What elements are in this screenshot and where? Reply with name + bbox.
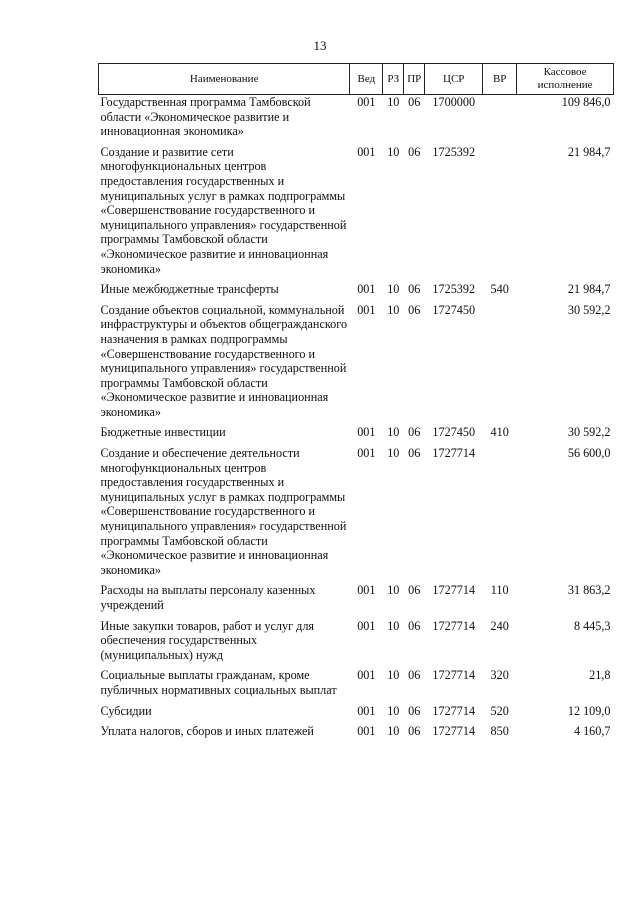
cell-ved: 001 [357, 95, 376, 109]
cell-pr: 06 [408, 144, 421, 159]
table-row [99, 425, 614, 446]
cell-rz: 10 [387, 618, 400, 633]
header-name: Наименование [99, 64, 350, 95]
cell-sum: 31 863,2 [567, 583, 611, 598]
cell-sum: 4 160,7 [573, 724, 611, 739]
header-ved: Вед [350, 64, 383, 95]
cell-csr: 1725392 [432, 282, 476, 297]
cell-name: Государственная программа Тамбовской области «Экономическое развитие и инновационная экономика» [100, 95, 311, 139]
header-vr: ВР [483, 64, 517, 95]
cell-rz: 10 [387, 446, 400, 461]
cell-sum: 109 846,0 [561, 95, 611, 109]
cell-vr: 410 [490, 425, 509, 440]
cell-rz: 10 [387, 282, 400, 297]
cell-sum: 21 984,7 [567, 282, 611, 297]
table-row [99, 446, 614, 583]
cell-rz: 10 [387, 425, 400, 440]
page-number: 13 [313, 38, 327, 53]
cell-rz: 10 [387, 668, 400, 683]
table-row [99, 583, 614, 618]
cell-csr: 1727714 [432, 583, 476, 598]
cell-vr [483, 446, 517, 583]
cell-csr: 1727450 [432, 425, 476, 440]
cell-rz: 10 [387, 583, 400, 598]
table-row [99, 303, 614, 426]
header-csr: ЦСР [425, 64, 483, 95]
cell-csr: 1727450 [432, 302, 476, 317]
cell-name: Социальные выплаты гражданам, кроме публичных нормативных социальных выплат [100, 668, 337, 697]
cell-sum: 8 445,3 [573, 618, 611, 633]
cell-vr [483, 303, 517, 426]
cell-name: Субсидии [100, 703, 152, 718]
table-row [99, 619, 614, 669]
cell-pr: 06 [408, 668, 421, 683]
cell-ved: 001 [357, 446, 376, 461]
cell-name: Создание и обеспечение деятельности многофункциональных центров предоставления государственных и муниципальных услуг в рамках подпрограммы «Совершенствование государственного и муниципального управления» государственной программы Тамбовской области «Экономическое развитие и инновационная экономика» [100, 446, 347, 577]
cell-vr [483, 95, 517, 145]
table-row [99, 668, 614, 703]
cell-csr: 1727714 [432, 618, 476, 633]
table-row [99, 282, 614, 303]
cell-name: Бюджетные инвестиции [100, 425, 226, 440]
cell-vr: 540 [490, 282, 509, 297]
cell-ved: 001 [357, 425, 376, 440]
cell-ved: 001 [357, 282, 376, 297]
cell-ved: 001 [357, 583, 376, 598]
table-row [99, 724, 614, 745]
cell-sum: 12 109,0 [567, 703, 611, 718]
header-sum: Кассовое исполнение [517, 64, 614, 95]
table-header-row [99, 64, 614, 95]
cell-csr: 1727714 [432, 724, 476, 739]
table-row [99, 704, 614, 725]
cell-ved: 001 [357, 668, 376, 683]
cell-name: Иные межбюджетные трансферты [100, 282, 279, 297]
budget-table [98, 63, 614, 745]
cell-csr: 1727714 [432, 703, 476, 718]
cell-name: Создание и развитие сети многофункциональных центров предоставления государственных и муниципальных услуг в рамках подпрограммы «Совершенствование государственного и муниципального управления» государственной программы Тамбовской области «Экономическое развитие и инновационная экономика» [100, 144, 347, 276]
cell-csr: 1727714 [432, 446, 476, 461]
cell-pr: 06 [408, 302, 421, 317]
cell-vr: 240 [490, 618, 509, 633]
header-pr: ПР [404, 64, 425, 95]
cell-name: Уплата налогов, сборов и иных платежей [100, 724, 314, 739]
table-row [99, 145, 614, 282]
cell-csr: 1700000 [432, 95, 476, 109]
cell-name: Создание объектов социальной, коммунальной инфраструктуры и объектов общегражданского назначения в рамках подпрограммы «Совершенствование государственного и муниципального управления» государственной программы Тамбовской области «Экономическое развитие и инновационная экономика» [100, 302, 348, 419]
cell-sum: 56 600,0 [567, 446, 611, 461]
cell-sum: 21 984,7 [567, 144, 611, 159]
cell-rz: 10 [387, 144, 400, 159]
table-row [99, 95, 614, 145]
cell-pr: 06 [408, 724, 421, 739]
cell-csr: 1725392 [432, 144, 476, 159]
cell-pr: 06 [408, 282, 421, 297]
cell-pr: 06 [408, 583, 421, 598]
cell-ved: 001 [357, 703, 376, 718]
cell-ved: 001 [357, 618, 376, 633]
cell-ved: 001 [357, 144, 376, 159]
cell-vr: 520 [490, 703, 509, 718]
cell-rz: 10 [387, 724, 400, 739]
cell-name: Иные закупки товаров, работ и услуг для обеспечения государственных (муниципальных) нужд [100, 618, 315, 662]
cell-pr: 06 [408, 425, 421, 440]
cell-name: Расходы на выплаты персоналу казенных учреждений [100, 583, 316, 612]
cell-pr: 06 [408, 95, 421, 109]
cell-sum: 30 592,2 [567, 425, 611, 440]
cell-rz: 10 [387, 95, 400, 109]
cell-rz: 10 [387, 703, 400, 718]
cell-pr: 06 [408, 703, 421, 718]
cell-vr: 850 [490, 724, 509, 739]
cell-rz: 10 [387, 302, 400, 317]
cell-pr: 06 [408, 446, 421, 461]
cell-csr: 1727714 [432, 668, 476, 683]
cell-vr: 110 [490, 583, 509, 598]
cell-sum: 21,8 [589, 668, 611, 683]
header-rz: РЗ [383, 64, 404, 95]
cell-sum: 30 592,2 [567, 302, 611, 317]
cell-ved: 001 [357, 302, 376, 317]
cell-pr: 06 [408, 618, 421, 633]
cell-vr: 320 [490, 668, 509, 683]
cell-vr [483, 145, 517, 282]
cell-ved: 001 [357, 724, 376, 739]
